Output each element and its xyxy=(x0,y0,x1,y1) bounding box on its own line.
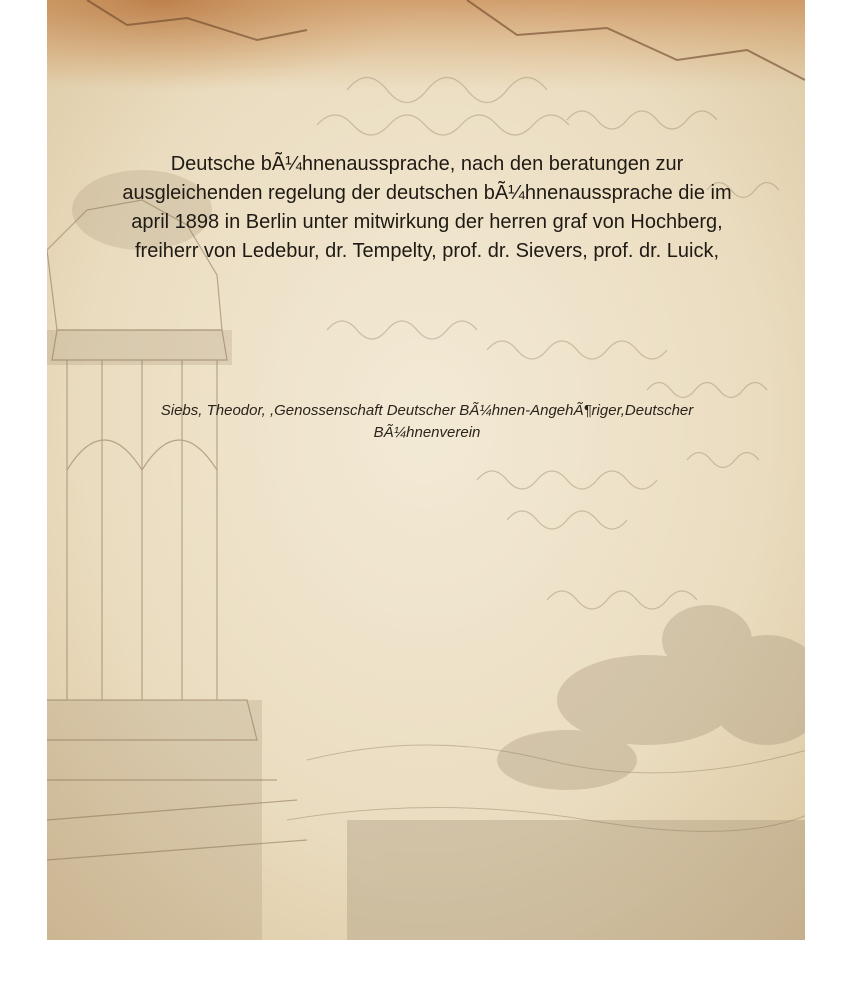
cover-background-illustration xyxy=(47,0,805,940)
book-author: Siebs, Theodor, ,Genossenschaft Deutscher BÃ¼hnen-AngehÃ¶riger,Deutscher BÃ¼hnenverein xyxy=(160,402,694,441)
book-cover xyxy=(47,0,805,940)
book-title: Deutsche bÃ¼hnenaussprache, nach den beratungen zur ausgleichenden regelung der deutschen bÃ¼hnenaussprache die im april 1898 in Berlin unter mitwirkung der herren graf von Hochberg, freiherr von Ledebur, dr. Tempelty, prof. dr. Sievers, prof. dr. Luick, xyxy=(122,153,732,262)
